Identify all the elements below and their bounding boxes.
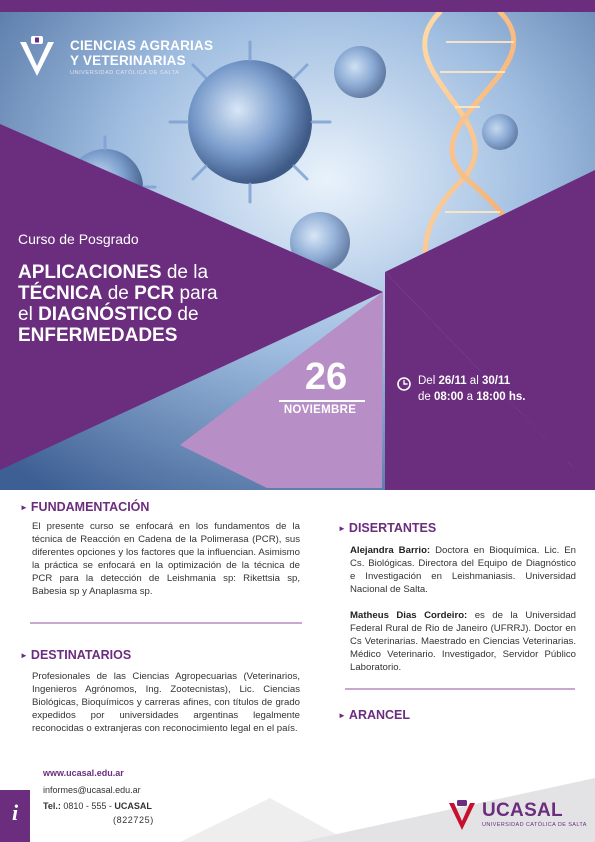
- heading-label: FUNDAMENTACIÓN: [30, 500, 150, 514]
- phone-number: [43, 801, 152, 811]
- email-link[interactable]: informes@ucasal.edu.ar: [43, 785, 141, 795]
- heading-label: ARANCEL: [348, 708, 411, 722]
- title-word: de la: [161, 262, 209, 283]
- ucasal-logo-name: UCASAL: [482, 800, 563, 821]
- destinatarios-heading: [20, 648, 131, 662]
- time-part: de: [418, 391, 434, 403]
- speaker-barrio: [350, 544, 576, 596]
- phone-word: UCASAL: [114, 801, 152, 811]
- arancel-heading: [338, 708, 410, 722]
- logo-title-line1: CIENCIAS AGRARIAS: [70, 38, 214, 53]
- title-word: el: [18, 304, 39, 325]
- title-word: TÉCNICA: [18, 283, 103, 304]
- arrow-bullet-icon: ►: [20, 651, 28, 660]
- speaker-bio: es de la Universidad Federal Rural de Rio de Janeiro (UFRRJ). Doctor en Cs Veterinarias. Maestrado en Ciencias Veterinarias. Médico Veterinario. Investigador, Servidor Público Laboratorio.: [350, 610, 577, 673]
- logo-title-line2: Y VETERINARIAS: [70, 53, 186, 68]
- arrow-bullet-icon: ►: [20, 503, 28, 512]
- title-word: de: [102, 283, 135, 304]
- schedule-text: [418, 373, 525, 405]
- time-range: [418, 389, 525, 405]
- time-part: 18:00 hs.: [476, 391, 526, 403]
- date-part: Del: [418, 375, 439, 387]
- start-month: NOVIEMBRE: [283, 404, 357, 416]
- time-part: a: [463, 391, 477, 403]
- fundamentacion-heading: [20, 500, 149, 514]
- phone-label: Tel.:: [43, 801, 61, 811]
- title-word: DIAGNÓSTICO: [38, 304, 173, 325]
- title-word: de: [172, 304, 199, 325]
- ucasal-crest-icon: [448, 800, 476, 832]
- course-type: Curso de Posgrado: [18, 231, 139, 247]
- section-divider: [30, 622, 302, 624]
- speaker-name: Matheus Dias Cordeiro:: [350, 610, 468, 621]
- section-divider: [345, 688, 575, 690]
- disertantes-heading: [338, 521, 436, 535]
- date-divider: [279, 400, 365, 402]
- logo-subtitle: UNIVERSIDAD CATÓLICA DE SALTA: [70, 70, 180, 76]
- arrow-bullet-icon: ►: [338, 711, 346, 720]
- title-word: ENFERMEDADES: [18, 325, 178, 346]
- heading-label: DISERTANTES: [348, 521, 437, 535]
- speaker-bio: Doctora en Bioquímica. Lic. En Cs. Biológicas. Directora del Equipo de Diagnóstico e Investigación en Leishmaniasis. Universidad Nacional de Salta.: [350, 545, 576, 595]
- start-day: 26: [304, 356, 348, 398]
- time-part: 08:00: [434, 391, 464, 403]
- date-part: 26/11: [438, 375, 467, 387]
- phone-digits: 0810 - 555 -: [60, 801, 115, 811]
- title-word: para: [174, 283, 218, 304]
- title-word: PCR: [134, 283, 175, 304]
- fundamentacion-text: El presente curso se enfocará en los fundamentos de la técnica de Reacción en Cadena de la Polimerasa (PCR), sus diferentes opciones y los factores que la influencian. Asimismo la práctica se enfocará en la optimización de la técnica de PCR para la detección de Leishmania sp: Rikettsia sp, Babesia sp y Anaplasma sp.: [32, 521, 300, 597]
- clock-icon: [397, 377, 411, 391]
- ucasal-logo-subtitle: UNIVERSIDAD CATÓLICA DE SALTA: [482, 822, 587, 828]
- date-part: al: [466, 375, 482, 387]
- course-title: [18, 262, 318, 346]
- speaker-name: Alejandra Barrio:: [350, 545, 431, 556]
- date-part: 30/11: [481, 375, 511, 387]
- date-range: [418, 373, 525, 389]
- title-word: APLICACIONES: [18, 262, 162, 283]
- destinatarios-text: Profesionales de las Ciencias Agropecuarias (Veterinarios, Ingenieros Agrónomos, Ing. Zootecnistas), Lic. Ciencias Biológicas, Bioquímicos y carreras afines, con títulos de grado expedidos por universidades argentinas legalmente reconocidas o extranjeras con reconocimiento legal en el país.: [32, 671, 300, 734]
- footer: [0, 768, 595, 842]
- heading-label: DESTINATARIOS: [30, 648, 132, 662]
- speaker-cordeiro: [350, 609, 576, 674]
- info-icon: i: [11, 800, 19, 825]
- arrow-bullet-icon: ►: [338, 524, 346, 533]
- phone-code: (822725): [113, 815, 154, 825]
- website-link[interactable]: www.ucasal.edu.ar: [43, 768, 124, 778]
